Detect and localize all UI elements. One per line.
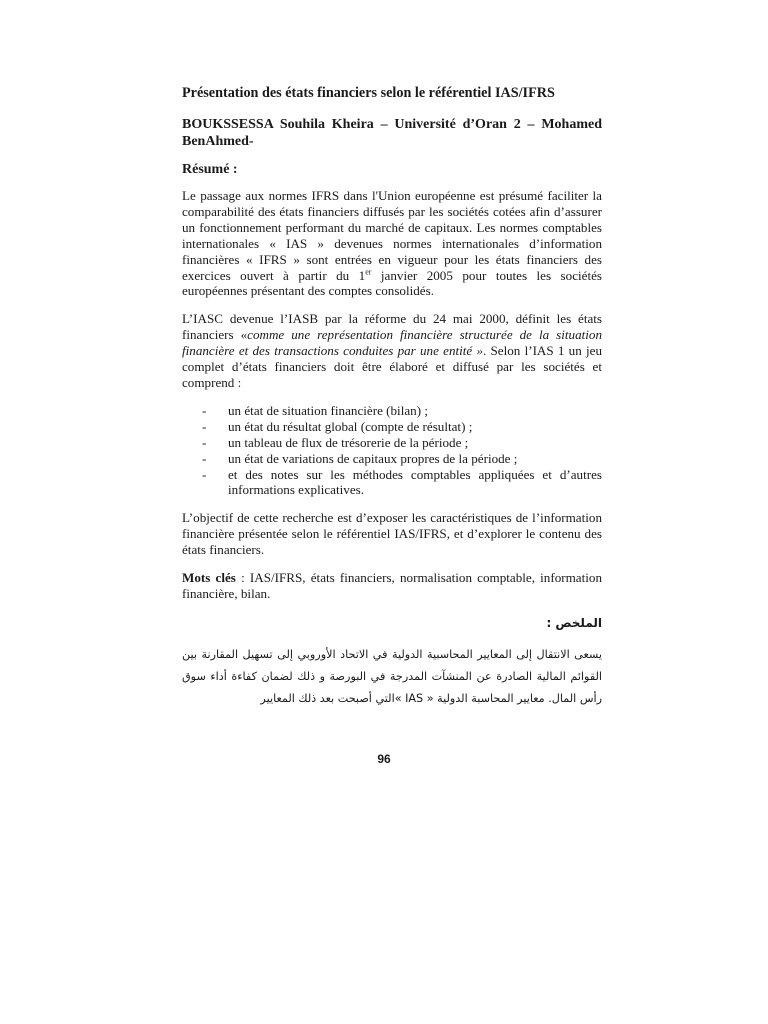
- page-number: 96: [377, 752, 391, 766]
- abstract-paragraph-1: Le passage aux normes IFRS dans l'Union européenne est présumé faciliter la comparabilité des états financiers diffusés par les sociétés cotées afin d’assurer un fonctionnement performant du marché de capitaux. Les normes comptables internationales « IAS » devenues normes internationales d’information financières « IFRS » sont entrées en vigueur pour les états financiers des exercices ouvert à partir du 1er janvier 2005 pour toutes les sociétés européennes présentant des comptes consolidés.: [182, 188, 602, 299]
- list-item: - un état de variations de capitaux propres de la période ;: [202, 450, 518, 466]
- list-item: - un état de situation financière (bilan) ;: [202, 402, 428, 418]
- author-line: BOUKSSESSA Souhila Kheira – Université d’Oran 2 – Mohamed BenAhmed-: [182, 117, 602, 149]
- arabic-abstract-heading: الملخص :: [546, 615, 602, 630]
- list-item: - et des notes sur les méthodes comptables appliquées et d’autres informations explicatives.: [202, 466, 602, 498]
- arabic-abstract-text: يسعى الانتقال إلى المعايير المحاسبية الدولية في الاتحاد الأوروبي إلى تسهيل المقارنة بين القوائم المالية الصادرة عن المنشآت المدرجة في البورصة و ذلك لضمان كفاءة أداء سوق رأس المال. معايير المحاسبة الدولية « IAS »التي أصبحت بعد ذلك المعايير: [182, 647, 602, 705]
- abstract-paragraph-3: L’objectif de cette recherche est d’exposer les caractéristiques de l’information financière présentée selon le référentiel IAS/IFRS, et d’explorer le contenu des états financiers.: [182, 510, 602, 558]
- document-page: [182, 84, 602, 710]
- list-item: - un état du résultat global (compte de résultat) ;: [202, 418, 473, 434]
- abstract-heading: Résumé :: [182, 162, 238, 177]
- statements-list: [182, 403, 602, 498]
- list-item: - un tableau de flux de trésorerie de la période ;: [202, 434, 469, 450]
- article-title: Présentation des états financiers selon le référentiel IAS/IFRS: [182, 85, 555, 101]
- keywords: Mots clés : IAS/IFRS, états financiers, normalisation comptable, information financière, bilan.: [182, 570, 602, 601]
- abstract-paragraph-2: L’IASC devenue l’IASB par la réforme du 24 mai 2000, définit les états financiers «comme une représentation financière structurée de la situation financière et des transactions conduites par une entité ». Selon l’IAS 1 un jeu complet d’états financiers doit être élaboré et diffusé par les sociétés et comprend :: [182, 311, 603, 390]
